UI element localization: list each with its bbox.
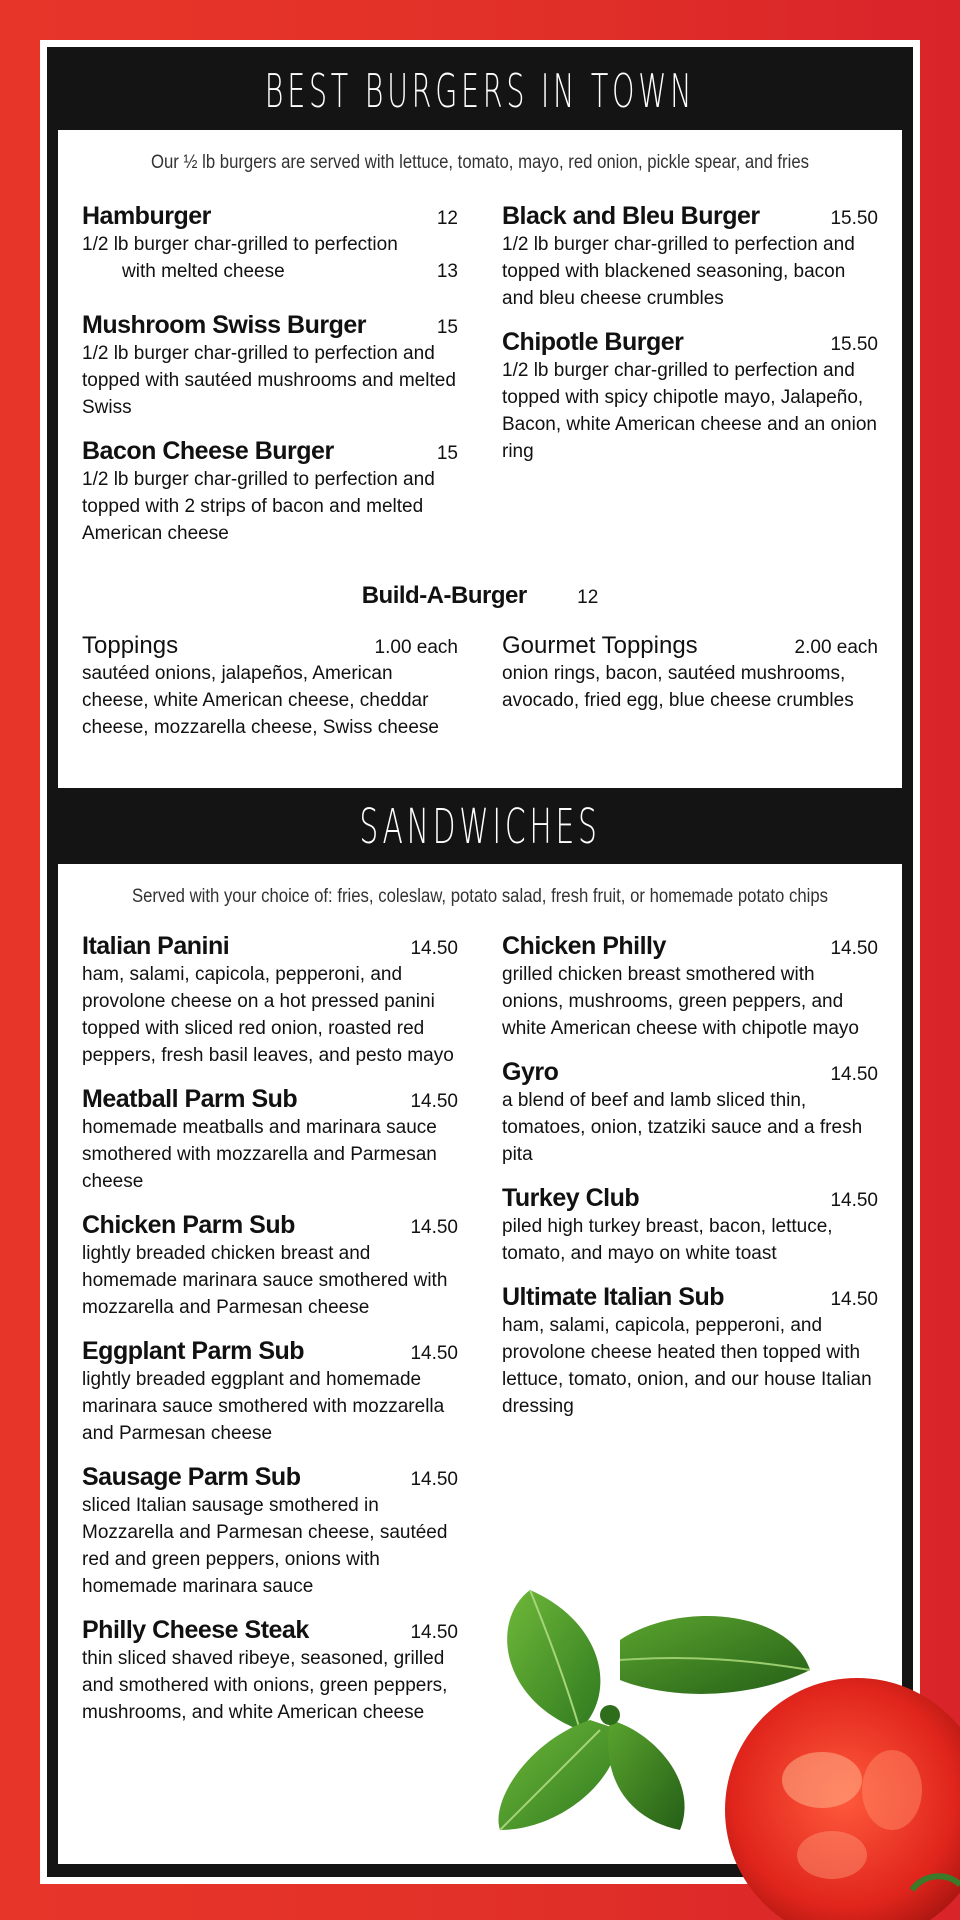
item-price: 14.50 <box>410 1469 458 1490</box>
menu-item <box>82 202 458 285</box>
burgers-right-column <box>502 202 878 481</box>
build-a-burger <box>58 582 902 610</box>
sandwiches-intro: Served with your choice of: fries, coleslaw, potato salad, fresh fruit, or homemade potato chips <box>131 886 829 907</box>
option-price: 13 <box>436 261 458 282</box>
menu-item <box>502 1283 878 1420</box>
burgers-title: BEST BURGERS IN TOWN <box>264 64 696 118</box>
tomato-image <box>712 1670 960 1920</box>
sandwiches-left-column <box>82 932 458 1742</box>
toppings-title: Toppings <box>82 632 179 659</box>
item-price: 14.50 <box>830 1064 878 1085</box>
item-description: ham, salami, capicola, pepperoni, and provolone cheese on a hot pressed panini topped with sliced red onion, roasted red peppers, fresh basil leaves, and pesto mayo <box>82 964 454 1066</box>
item-description: lightly breaded eggplant and homemade marinara sauce smothered with mozzarella and Parmesan cheese <box>82 1369 445 1444</box>
item-price: 14.50 <box>830 938 878 959</box>
item-price: 14.50 <box>410 1343 458 1364</box>
item-name: Mushroom Swiss Burger <box>82 311 366 339</box>
item-description: thin sliced shaved ribeye, seasoned, grilled and smothered with onions, green peppers, mushrooms, and white American cheese <box>82 1648 448 1723</box>
item-price: 12 <box>577 587 599 608</box>
item-description: homemade meatballs and marinara sauce smothered with mozzarella and Parmesan cheese <box>82 1117 437 1192</box>
menu-item <box>82 1211 458 1321</box>
item-price: 14.50 <box>830 1289 878 1310</box>
item-name: Chipotle Burger <box>502 328 684 356</box>
burgers-section <box>58 130 902 788</box>
sandwiches-title: SANDWICHES <box>359 799 601 855</box>
item-description: piled high turkey breast, bacon, lettuce, tomato, and mayo on white toast <box>502 1216 833 1264</box>
item-price: 14.50 <box>410 1622 458 1643</box>
menu-item <box>502 202 878 312</box>
item-name: Eggplant Parm Sub <box>82 1337 305 1365</box>
item-price: 14.50 <box>410 1217 458 1238</box>
gourmet-toppings-list: onion rings, bacon, sautéed mushrooms, avocado, fried egg, blue cheese crumbles <box>502 663 854 711</box>
item-name: Ultimate Italian Sub <box>502 1283 724 1311</box>
menu-item <box>82 932 458 1069</box>
item-name: Build-A-Burger <box>361 582 527 609</box>
item-name: Italian Panini <box>82 932 230 960</box>
item-name: Turkey Club <box>502 1184 640 1212</box>
menu-item <box>82 1085 458 1195</box>
item-description: 1/2 lb burger char-grilled to perfection and topped with blackened seasoning, bacon and bleu cheese crumbles <box>502 234 855 309</box>
item-name: Meatball Parm Sub <box>82 1085 298 1113</box>
item-price: 15 <box>436 443 458 464</box>
item-price: 15 <box>436 317 458 338</box>
gourmet-toppings-title: Gourmet Toppings <box>502 632 698 659</box>
item-description: 1/2 lb burger char-grilled to perfection <box>82 234 398 255</box>
burgers-left-column <box>82 202 458 563</box>
menu-item <box>82 437 458 547</box>
item-description: 1/2 lb burger char-grilled to perfection and topped with sautéed mushrooms and melted Swiss <box>82 343 456 418</box>
menu-item <box>82 1337 458 1447</box>
toppings-list: sautéed onions, jalapeños, American cheese, white American cheese, cheddar cheese, mozzarella cheese, Swiss cheese <box>82 663 439 738</box>
item-price: 15.50 <box>830 334 878 355</box>
toppings-block <box>82 632 458 741</box>
item-description: 1/2 lb burger char-grilled to perfection and topped with spicy chipotle mayo, Jalapeño, Bacon, white American cheese and an onion ring <box>502 360 877 462</box>
menu-item <box>502 1058 878 1168</box>
item-description: sliced Italian sausage smothered in Mozzarella and Parmesan cheese, sautéed red and green peppers, onions with homemade marinara sauce <box>82 1495 448 1597</box>
option-label: with melted cheese <box>122 261 285 282</box>
menu-item <box>502 932 878 1042</box>
item-description: ham, salami, capicola, pepperoni, and provolone cheese heated then topped with lettuce, tomato, onion, and our house Italian dressing <box>502 1315 872 1417</box>
item-description: grilled chicken breast smothered with onions, mushrooms, green peppers, and white American cheese with chipotle mayo <box>502 964 859 1039</box>
menu-item <box>82 311 458 421</box>
item-description: lightly breaded chicken breast and homemade marinara sauce smothered with mozzarella and Parmesan cheese <box>82 1243 448 1318</box>
gourmet-toppings-block <box>502 632 878 714</box>
item-description: 1/2 lb burger char-grilled to perfection and topped with 2 strips of bacon and melted American cheese <box>82 469 435 544</box>
item-price: 14.50 <box>410 1091 458 1112</box>
item-name: Sausage Parm Sub <box>82 1463 301 1491</box>
item-name: Chicken Philly <box>502 932 666 960</box>
item-price: 15.50 <box>830 208 878 229</box>
item-name: Bacon Cheese Burger <box>82 437 334 465</box>
item-name: Gyro <box>502 1058 559 1086</box>
item-name: Chicken Parm Sub <box>82 1211 295 1239</box>
burgers-intro: Our ½ lb burgers are served with lettuce, tomato, mayo, red onion, pickle spear, and fries <box>151 152 809 173</box>
item-name: Black and Bleu Burger <box>502 202 760 230</box>
item-option <box>82 258 458 285</box>
gourmet-toppings-price: 2.00 each <box>794 637 878 658</box>
item-price: 14.50 <box>830 1190 878 1211</box>
item-description: a blend of beef and lamb sliced thin, tomatoes, onion, tzatziki sauce and a fresh pita <box>502 1090 863 1165</box>
menu-item <box>82 1463 458 1600</box>
item-price: 12 <box>436 208 458 229</box>
menu-item <box>502 1184 878 1267</box>
toppings-price: 1.00 each <box>374 637 458 658</box>
item-name: Hamburger <box>82 202 211 230</box>
menu-item <box>502 328 878 465</box>
item-name: Philly Cheese Steak <box>82 1616 309 1644</box>
menu-item <box>82 1616 458 1726</box>
sandwiches-right-column <box>502 932 878 1436</box>
item-price: 14.50 <box>410 938 458 959</box>
